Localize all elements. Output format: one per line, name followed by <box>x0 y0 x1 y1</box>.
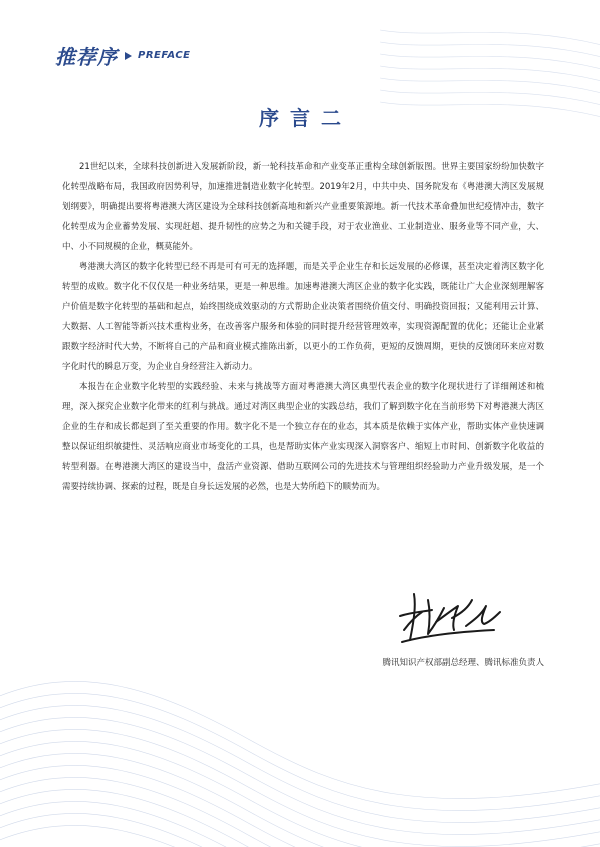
paragraph-3: 本报告在企业数字化转型的实践经验、未来与挑战等方面对粤港澳大湾区典型代表企业的数字化现状进行了详细阐述和梳理，深入探究企业数字化带来的红利与挑战。通过对湾区典型企业的实践总结，我们了解到数字化在当前形势下对粤港澳大湾区企业的生存和成长都起到了至关重要的作用。数字化不是一个独立存在的业态，其本质是依赖于实体产业，帮助实体产业快速调整以保证组织敏捷性、灵活响应商业市场变化的工具，也是帮助实体产业实现深入洞察客户、缩短上市时间、创新数字化收益的转型利器。在粤港澳大湾区的建设当中，盘活产业资源、借助互联网公司的先进技术与管理组织经验助力产业升级发展，是一个需要持续协调、探索的过程，既是自身长远发展的必然，也是大势所趋下的顺势而为。 <box>62 382 544 492</box>
handwritten-signature <box>394 586 504 646</box>
document-title: 序言二 <box>259 106 352 130</box>
paragraph-1: 21世纪以来，全球科技创新进入发展新阶段，新一轮科技革命和产业变革正重构全球创新版图。世界主要国家纷纷加快数字化转型战略布局，我国政府因势利导，加速推进制造业数字化转型。2019年2月，中共中央、国务院发布《粤港澳大湾区发展规划纲要》，明确提出要将粤港澳大湾区建设为全球科技创新高地和新兴产业重要策源地。新一代技术革命叠加世纪疫情冲击，数字化转型成为企业蓄势发展、实现赶超、提升韧性的应势之为和关键手段，对于农业渔业、工业制造业、服务业等不同产业，大、中、小不同规模的企业，概莫能外。 <box>62 162 544 252</box>
signer-role: 腾讯知识产权部副总经理、腾讯标准负责人 <box>382 658 544 668</box>
paragraph-2: 粤港澳大湾区的数字化转型已经不再是可有可无的选择题，而是关乎企业生存和长远发展的必修课，甚至决定着湾区数字化转型的成败。数字化不仅仅是一种业务结果，更是一种思维。加速粤港澳大湾区企业的数字化实践，既能让广大企业深刻理解客户价值是数字化转型的基础和起点，始终围绕成效驱动的方式帮助企业决策者围绕价值交付、明确投资回报；又能利用云计算、大数据、人工智能等新兴技术重构业务，在改善客户服务和体验的同时提升经营管理效率，实现资源配置的优化；还能让企业紧跟数字经济时代大势，不断将自己的产品和商业模式推陈出新，以更小的工作负荷，更短的反馈周期，更快的反馈闭环来应对数字化时代的瞬息万变，为企业自身经营注入新动力。 <box>62 262 544 372</box>
document-body <box>62 157 544 497</box>
header-title: 推荐序 <box>55 45 118 69</box>
play-triangle-icon <box>125 52 132 60</box>
header-subtitle: PREFACE <box>138 50 191 61</box>
page-header <box>55 41 191 70</box>
